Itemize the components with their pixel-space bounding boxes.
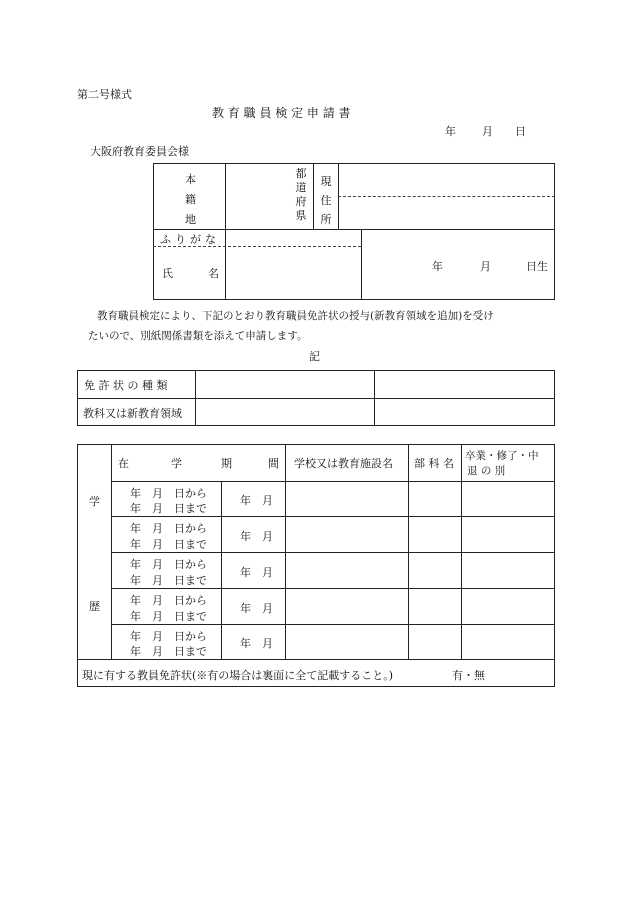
row-from: 年 月 日から — [130, 522, 207, 535]
birth-day: 日生 — [526, 260, 548, 273]
date-day: 日 — [515, 125, 526, 138]
col-status-2: 退 の 別 — [467, 465, 506, 477]
row-to: 年 月 日まで — [130, 574, 207, 587]
ki-label: 記 — [309, 350, 320, 363]
honseki-label-3: 地 — [185, 213, 196, 226]
row-from: 年 月 日から — [130, 487, 207, 500]
subject-label: 教科又は新教育領域 — [83, 407, 182, 420]
name-label-2: 名 — [208, 267, 219, 280]
form-number: 第二号様式 — [77, 88, 132, 101]
row-from: 年 月 日から — [130, 594, 207, 607]
row-to: 年 月 日まで — [130, 538, 207, 551]
honseki-label-1: 本 — [185, 173, 196, 186]
license-type-label: 免 許 状 の 種 類 — [84, 379, 168, 392]
name-label-1: 氏 — [162, 267, 173, 280]
col-period-1: 在 — [118, 457, 129, 470]
col-period-4: 間 — [268, 457, 279, 470]
current-address-label: 現住所 — [320, 175, 332, 226]
row-duration: 年 月 — [240, 494, 273, 507]
license-held-yesno: 有・無 — [452, 669, 485, 682]
honseki-label-2: 籍 — [185, 193, 196, 206]
row-to: 年 月 日まで — [130, 610, 207, 623]
date-month: 月 — [482, 125, 493, 138]
row-duration: 年 月 — [240, 602, 273, 615]
prefecture-label: 都道府県 — [295, 167, 307, 222]
birth-year: 年 — [432, 260, 443, 273]
row-to: 年 月 日まで — [130, 645, 207, 658]
birth-month: 月 — [480, 260, 491, 273]
row-from: 年 月 日から — [130, 630, 207, 643]
history-side-label-2: 歴 — [89, 600, 100, 613]
col-period-3: 期 — [221, 457, 232, 470]
document-title: 教 育 職 員 検 定 申 請 書 — [212, 106, 351, 120]
history-side-label-1: 学 — [89, 495, 100, 508]
row-duration: 年 月 — [240, 637, 273, 650]
row-to: 年 月 日まで — [130, 502, 207, 515]
license-held-note: 現に有する教員免許状(※有の場合は裏面に全て記載すること。) — [82, 669, 394, 682]
date-year: 年 — [445, 125, 456, 138]
furigana-label: ふりがな — [160, 233, 220, 246]
statement-line-1: 教育職員検定により、下記のとおり教育職員免許状の授与(新教育領域を追加)を受け — [97, 310, 494, 322]
statement-line-2: たいので、別紙関係書類を添えて申請します。 — [88, 330, 308, 342]
addressee: 大阪府教育委員会様 — [90, 145, 189, 158]
row-duration: 年 月 — [240, 530, 273, 543]
row-from: 年 月 日から — [130, 558, 207, 571]
col-period-2: 学 — [171, 457, 182, 470]
row-duration: 年 月 — [240, 566, 273, 579]
col-dept: 部 科 名 — [414, 457, 454, 470]
col-status-1: 卒業・修了・中 — [465, 450, 539, 462]
col-school: 学校又は教育施設名 — [294, 457, 393, 470]
